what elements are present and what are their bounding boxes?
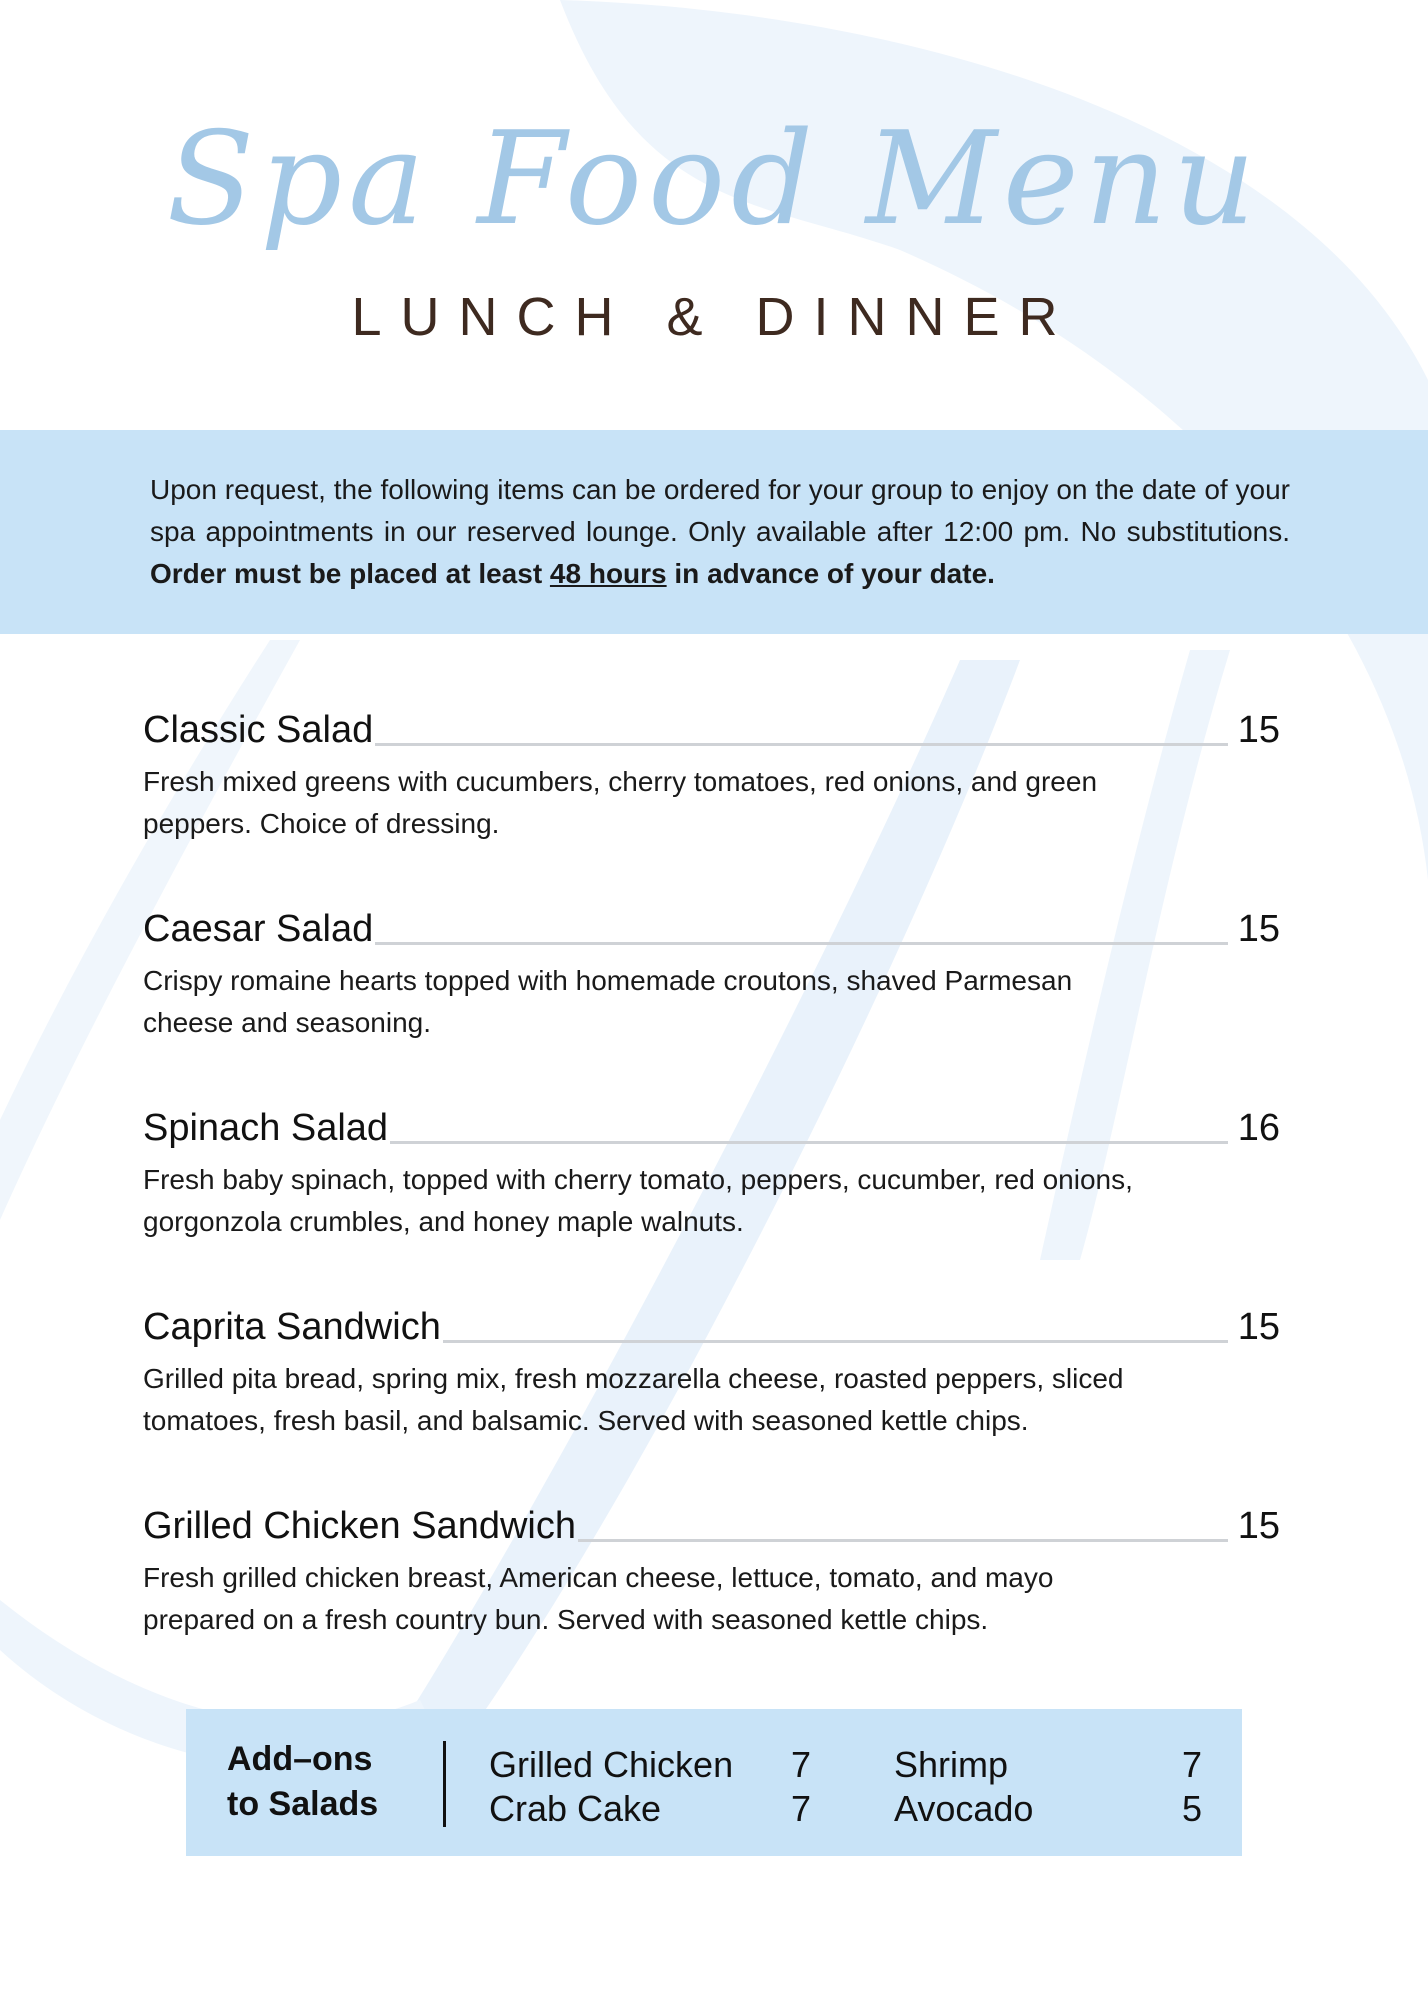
menu-list [143, 705, 1280, 1700]
notice-plain-text: Upon request, the following items can be ordered for your group to enjoy on the date of your spa appointments in our reserved lounge. Only available after 12:00 pm. No substitutions. [150, 474, 1290, 547]
menu-item [143, 1302, 1280, 1501]
addon-price: 7 [790, 1788, 811, 1829]
addon-price: 7 [1181, 1744, 1202, 1785]
notice-text [150, 469, 1290, 595]
dotted-leader-line [578, 1539, 1228, 1542]
addon-price: 5 [1181, 1788, 1202, 1829]
addon-name: Avocado [894, 1788, 1034, 1829]
menu-item-price: 15 [1237, 709, 1280, 751]
addons-title [227, 1737, 407, 1827]
menu-item-description: Grilled pita bread, spring mix, fresh mozzarella cheese, roasted peppers, sliced tomatoes, fresh basil, and balsamic. Served with seasoned kettle chips. [143, 1363, 1124, 1436]
menu-subtitle: LUNCH & DINNER [351, 287, 1077, 347]
addons-title-line2: to Salads [227, 1785, 379, 1823]
menu-item [143, 1501, 1280, 1700]
menu-item-name: Caesar Salad [143, 908, 374, 950]
notice-band [0, 430, 1428, 634]
dotted-leader-line [375, 743, 1228, 746]
menu-item-description: Fresh mixed greens with cucumbers, cherry tomatoes, red onions, and green peppers. Choice of dressing. [143, 766, 1098, 839]
addon-name: Shrimp [894, 1744, 1009, 1785]
notice-bold-text: Order must be placed at least 48 hours in advance of your date. [150, 558, 995, 589]
addons-title-line1: Add–ons [227, 1740, 373, 1778]
addon-name: Crab Cake [489, 1788, 662, 1829]
menu-item-price: 15 [1237, 1306, 1280, 1348]
notice-underlined-hours: 48 hours [549, 558, 667, 589]
dotted-leader-line [375, 942, 1228, 945]
menu-script-title: Spa Food Menu [166, 105, 1262, 254]
menu-item-name: Classic Salad [143, 709, 374, 751]
addons-box [186, 1709, 1242, 1856]
addon-price: 7 [790, 1744, 811, 1785]
menu-item [143, 1103, 1280, 1302]
dotted-leader-line [443, 1340, 1228, 1343]
menu-item-description: Crispy romaine hearts topped with homemade croutons, shaved Parmesan cheese and seasoning. [143, 965, 1073, 1038]
dotted-leader-line [390, 1141, 1228, 1144]
menu-item-price: 16 [1237, 1107, 1280, 1149]
menu-item-description: Fresh baby spinach, topped with cherry tomato, peppers, cucumber, red onions, gorgonzola crumbles, and honey maple walnuts. [143, 1164, 1133, 1237]
menu-item-price: 15 [1237, 1505, 1280, 1547]
addons-divider [443, 1741, 446, 1827]
menu-item [143, 904, 1280, 1103]
menu-item [143, 705, 1280, 904]
menu-item-name: Caprita Sandwich [143, 1306, 441, 1348]
menu-item-description: Fresh grilled chicken breast, American cheese, lettuce, tomato, and mayo prepared on a fresh country bun. Served with seasoned kettle chips. [143, 1562, 1054, 1635]
menu-item-price: 15 [1237, 908, 1280, 950]
addon-name: Grilled Chicken [489, 1744, 734, 1785]
menu-item-name: Spinach Salad [143, 1107, 389, 1149]
menu-item-name: Grilled Chicken Sandwich [143, 1505, 576, 1547]
